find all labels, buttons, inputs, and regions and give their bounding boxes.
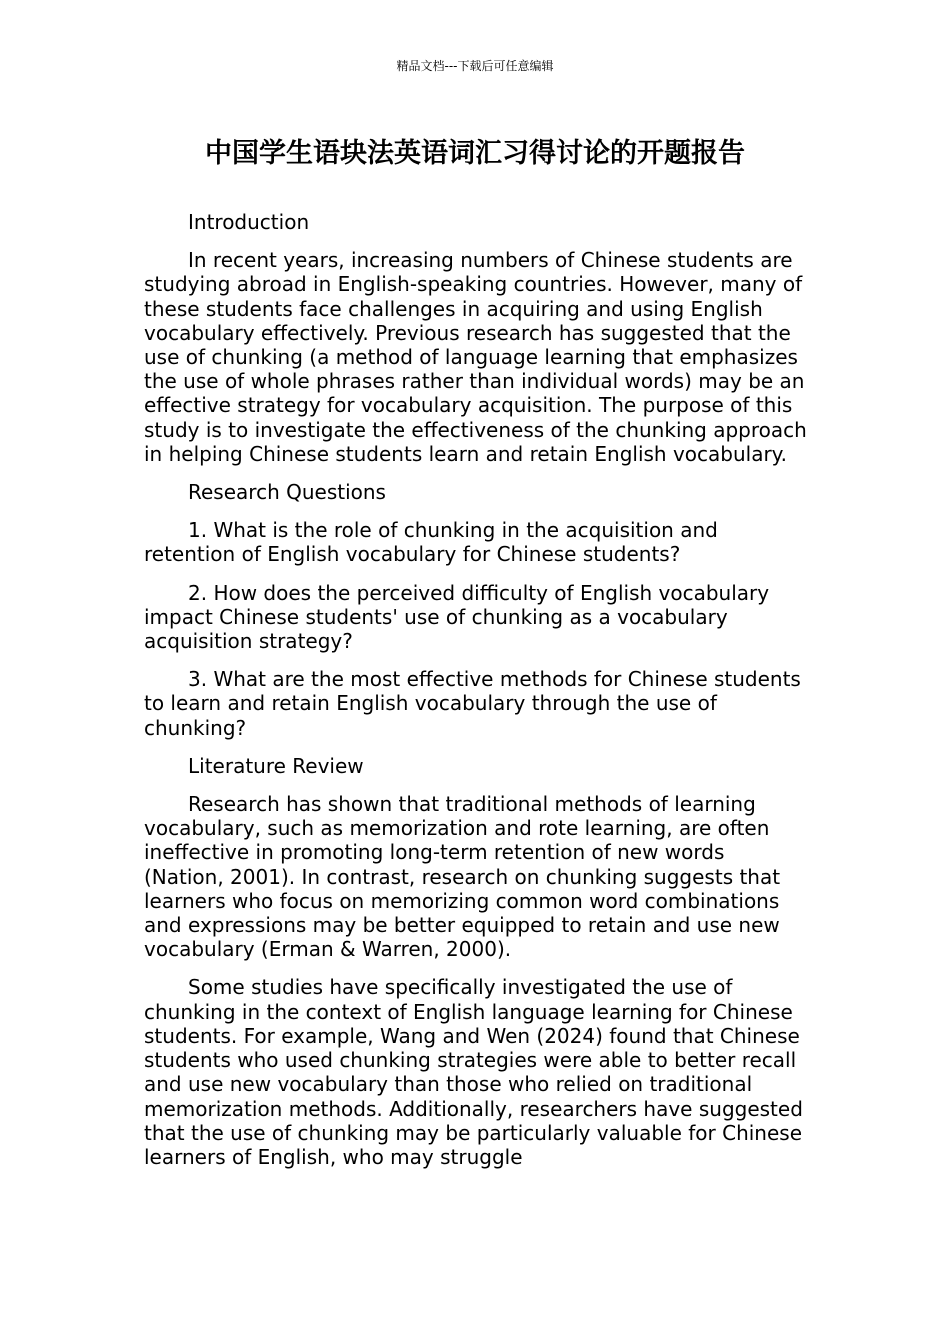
section-heading-introduction: Introduction <box>188 210 310 234</box>
section-heading-research-questions: Research Questions <box>188 480 386 505</box>
paragraph-literature-2: Some studies have specifically investigated the use of chunking in the context of English language learning for Chinese students. For example, Wang and Wen (2024) found that Chinese students who used chunking strategies were able to better recall and use new vocabulary than those who relied on traditional memorization methods. Additionally, researchers have suggested that the use of chunking may be particularly valuable for Chinese learners of English, who may struggle <box>144 975 803 1169</box>
paragraph-introduction: In recent years, increasing numbers of Chinese students are studying abroad in English-speaking countries. However, many of these students face challenges in acquiring and using English vocabulary effectively. Previous research has suggested that the use of chunking (a method of language learning that emphasizes the use of whole phrases rather than individual words) may be an effective strategy for vocabulary acquisition. The purpose of this study is to investigate the effectiveness of the chunking approach in helping Chinese students learn and retain English vocabulary. <box>144 248 807 466</box>
header-note: 精品文档---下载后可任意编辑 <box>396 59 554 73</box>
paragraph-literature-1: Research has shown that traditional methods of learning vocabulary, such as memorization and rote learning, are often ineffective in promoting long-term retention of new words (Nation, 2001). In contrast, research on chunking suggests that learners who focus on memorizing common word combinations and expressions may be better equipped to retain and use new vocabulary (Erman & Warren, 2000). <box>144 792 781 962</box>
document-body <box>144 210 808 1183</box>
research-question-2: 2. How does the perceived difficulty of English vocabulary impact Chinese students' use of chunking as a vocabulary acquisition strategy? <box>144 580 770 654</box>
section-heading-literature-review: Literature Review <box>188 753 364 778</box>
research-question-1: 1. What is the role of chunking in the acquisition and retention of English vocabulary for Chinese students? <box>144 518 718 567</box>
document-title: 中国学生语块法英语词汇习得讨论的开题报告 <box>205 138 745 169</box>
research-question-3: 3. What are the most effective methods for Chinese students to learn and retain English vocabulary through the use of chunking? <box>144 667 801 740</box>
